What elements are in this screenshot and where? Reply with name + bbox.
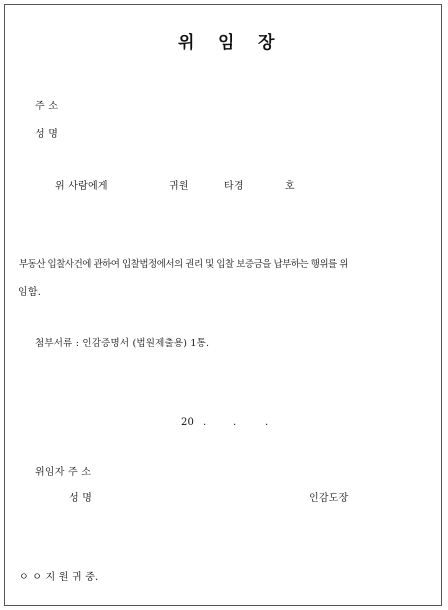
title-char-2: 임 — [218, 33, 235, 53]
body-line-1: 부동산 입찰사건에 관하여 입찰법정에서의 권리 및 입찰 보증금을 납부하는 행위를 위 — [19, 259, 348, 270]
date-dot-1: . — [203, 417, 207, 428]
document-title — [5, 33, 443, 53]
delegate-court: 귀원 — [169, 181, 189, 192]
date-dot-2: . — [233, 417, 237, 428]
delegator-name-label: 성 명 — [69, 493, 93, 504]
title-char-1: 위 — [178, 33, 195, 53]
seal-label: 인감도장 — [309, 493, 349, 504]
address-label: 주 소 — [35, 101, 59, 112]
addressee-line: ㅇ ㅇ 지 원 귀 중. — [19, 572, 99, 583]
delegate-text: 위 사람에게 — [55, 181, 108, 192]
delegate-case-suffix: 호 — [285, 181, 295, 192]
document-page — [4, 4, 442, 606]
body-line-2: 임함. — [18, 287, 42, 298]
delegate-case-prefix: 타경 — [224, 181, 244, 192]
date-dot-3: . — [265, 417, 269, 428]
name-label: 성 명 — [35, 129, 59, 140]
title-char-3: 장 — [258, 33, 275, 53]
attachment-line: 첨부서류 : 인감증명서 (법원제출용) 1통. — [35, 338, 210, 349]
delegator-address-label: 위임자 주 소 — [35, 467, 92, 478]
date-year: 20 — [181, 417, 195, 428]
